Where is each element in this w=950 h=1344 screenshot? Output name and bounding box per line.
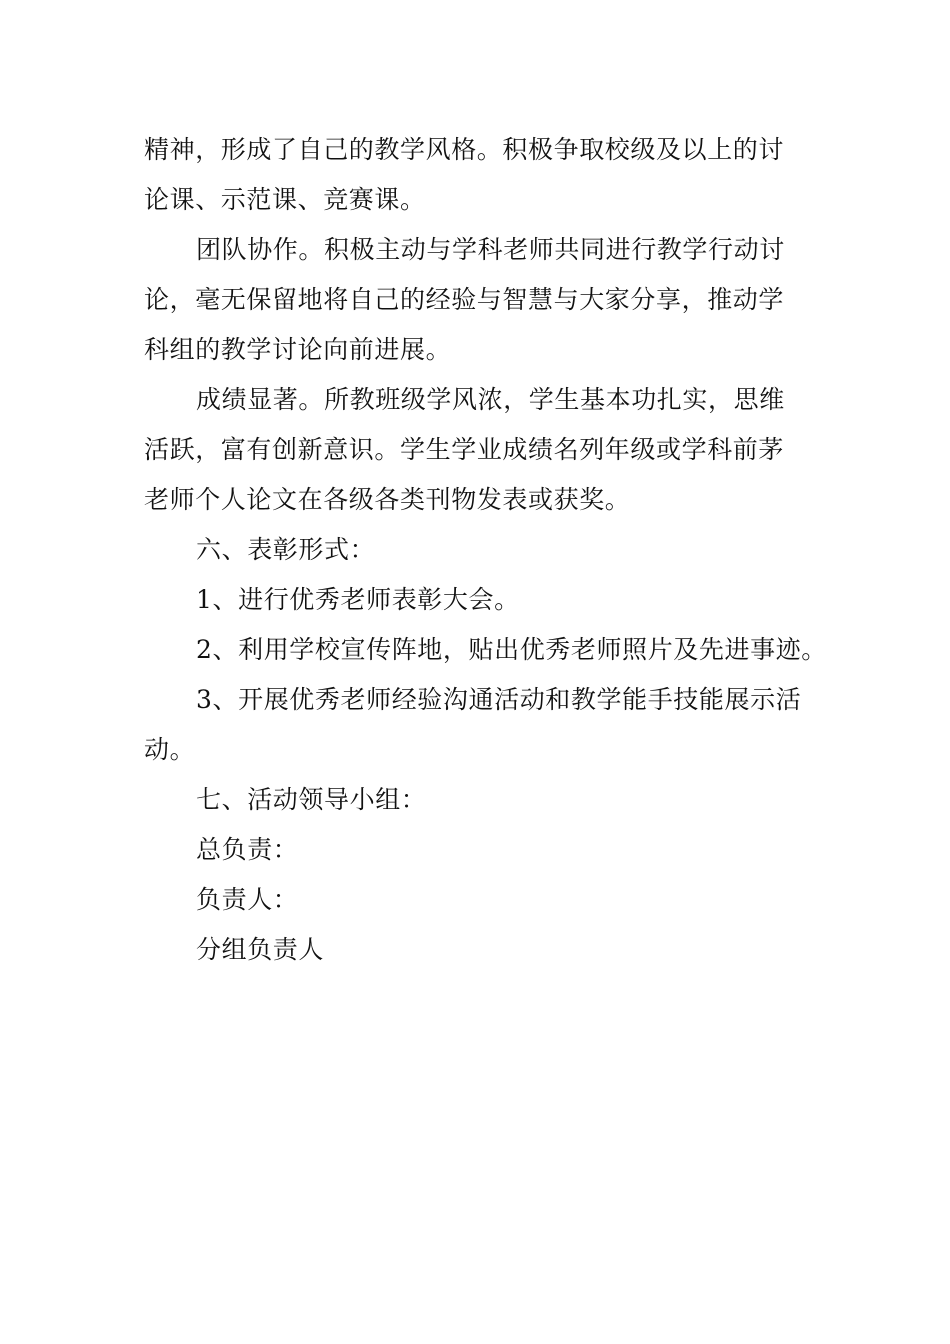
text-line: 负责人： [196, 885, 299, 914]
list-item: 1、进行优秀老师表彰大会。 [196, 585, 520, 614]
text-line: 老师个人论文在各级各类刊物发表或获奖。 [144, 485, 631, 514]
text-line: 活跃，富有创新意识。学生学业成绩名列年级或学科前茅 [144, 435, 785, 464]
text-line: 团队协作。积极主动与学科老师共同进行教学行动讨 [196, 235, 785, 264]
text-line: 总负责： [196, 835, 299, 864]
list-item: 2、利用学校宣传阵地，贴出优秀老师照片及先进事迹。 [196, 635, 827, 664]
text-line: 科组的教学讨论向前进展。 [144, 335, 452, 364]
text-line: 精神，形成了自己的教学风格。积极争取校级及以上的讨 [144, 135, 785, 164]
section-heading: 六、表彰形式： [196, 535, 376, 564]
text-line: 论课、示范课、竞赛课。 [144, 185, 426, 214]
text-line: 论，毫无保留地将自己的经验与智慧与大家分享，推动学 [144, 285, 785, 314]
section-heading: 七、活动领导小组： [196, 785, 427, 814]
text-line: 动。 [144, 735, 196, 764]
list-item: 3、开展优秀老师经验沟通活动和教学能手技能展示活 [196, 685, 802, 714]
text-line: 成绩显著。所教班级学风浓，学生基本功扎实，思维 [196, 385, 785, 414]
text-line: 分组负责人 [196, 935, 325, 964]
document-body [144, 125, 827, 975]
